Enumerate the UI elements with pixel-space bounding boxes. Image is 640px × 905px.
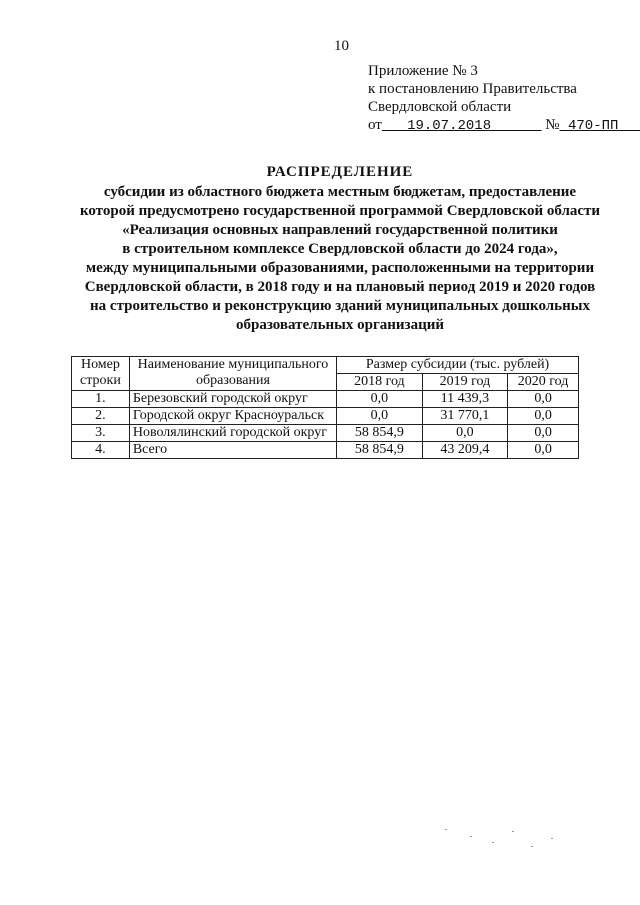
header-municipality: Наименование муниципального образования [129,357,336,391]
table-row-total [72,442,579,459]
municipality-name: Новолялинский городской округ [129,425,336,442]
header-year-2018: 2018 год [337,374,423,391]
scan-speck [445,829,447,830]
decree-number: 470-ПП [567,118,619,134]
appendix-reference: к постановлению Правительства [368,81,577,97]
value-2018: 0,0 [337,391,423,408]
table-row [72,391,579,408]
value-2019: 43 209,4 [422,442,508,459]
table-row [72,408,579,425]
title-line: которой предусмотрено государственной программой Свердловской области [79,203,601,219]
scan-speck [470,836,472,837]
row-number: 3. [72,425,130,442]
header-year-2019: 2019 год [422,374,508,391]
table-header-row [72,357,579,374]
header-year-2020: 2020 год [508,374,579,391]
scan-speck [512,831,514,832]
title-line: на строительство и реконструкцию зданий муниципальных дошкольных [90,298,590,314]
number-prefix: № [545,117,560,133]
title-line: образовательных организаций [236,317,444,333]
municipality-name: Березовский городской округ [129,391,336,408]
decree-date: 19.07.2018 [407,118,492,134]
value-2019: 31 770,1 [422,408,508,425]
title-heading: РАСПРЕДЕЛЕНИЕ [266,164,414,180]
row-number: 2. [72,408,130,425]
value-2018: 58 854,9 [337,425,423,442]
date-prefix: от [368,117,382,133]
document-title [60,163,620,335]
municipality-name: Всего [129,442,336,459]
title-line: Свердловской области, в 2018 году и на плановый период 2019 и 2020 годов [84,279,596,295]
value-2018: 58 854,9 [337,442,423,459]
header-subsidy: Размер субсидии (тыс. рублей) [337,357,579,374]
value-2020: 0,0 [508,391,579,408]
scan-speck [551,838,553,839]
scan-speck [531,846,533,847]
title-line: «Реализация основных направлений государственной политики [122,222,558,238]
subsidy-table [71,356,579,459]
title-line: между муниципальными образованиями, расположенными на территории [85,260,595,276]
value-2018: 0,0 [337,408,423,425]
title-line: в строительном комплексе Свердловской области до 2024 года», [122,241,558,257]
value-2020: 0,0 [508,425,579,442]
appendix-region: Свердловской области [368,99,512,115]
row-number: 1. [72,391,130,408]
municipality-name: Городской округ Красноуральск [129,408,336,425]
title-line: субсидии из областного бюджета местным бюджетам, предоставление [103,184,577,200]
header-row-number: Номер строки [72,357,130,391]
table-row [72,425,579,442]
value-2020: 0,0 [508,442,579,459]
appendix-block [368,62,640,135]
row-number: 4. [72,442,130,459]
appendix-date-line [368,116,640,135]
appendix-title: Приложение № 3 [368,63,478,79]
scan-speck [492,842,494,843]
value-2019: 0,0 [422,425,508,442]
value-2019: 11 439,3 [422,391,508,408]
value-2020: 0,0 [508,408,579,425]
page-number: 10 [334,38,349,54]
